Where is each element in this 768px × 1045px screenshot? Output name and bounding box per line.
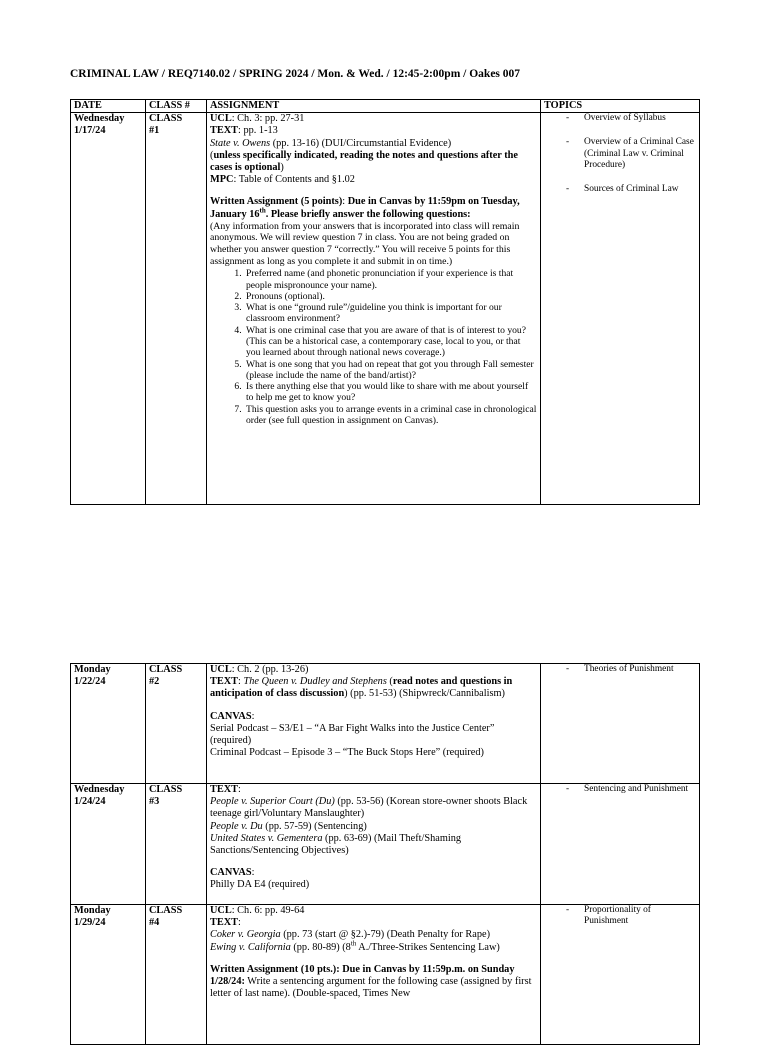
text-line bbox=[210, 784, 537, 796]
class-word: CLASS bbox=[149, 664, 183, 675]
canvas-heading bbox=[210, 711, 537, 723]
date-cell bbox=[71, 664, 146, 784]
topic-item: - Overview of a Criminal Case (Criminal Law v. Criminal Procedure) bbox=[544, 137, 696, 171]
text-colon: : bbox=[238, 784, 241, 795]
paren-open: ( bbox=[386, 676, 393, 688]
canvas-item: Philly DA E4 (required) bbox=[210, 879, 310, 891]
date-label: 1/29/24 bbox=[74, 917, 106, 929]
topics-cell bbox=[541, 113, 700, 505]
class-number: #4 bbox=[149, 917, 160, 929]
case-note-bold: read notes and questions in anticipation of class discussion bbox=[210, 676, 513, 700]
canvas-label: CANVAS bbox=[210, 867, 252, 879]
wa-text: Write a sentencing argument for the following case (assigned by first letter of last name). (Double-spaced, Times New bbox=[210, 976, 532, 1000]
table-row bbox=[71, 784, 700, 905]
topic-item: - Theories of Punishment bbox=[544, 664, 696, 675]
question-item: 2. Pronouns (optional). bbox=[244, 291, 537, 302]
header-row bbox=[71, 100, 700, 113]
case-name: State v. Owens bbox=[210, 137, 271, 149]
ucl-line bbox=[210, 113, 537, 125]
case-line bbox=[210, 821, 537, 833]
day-label: Wednesday bbox=[74, 784, 125, 795]
date-label: 1/17/24 bbox=[74, 125, 106, 137]
topic-list bbox=[544, 784, 696, 795]
case-name: Coker v. Georgia bbox=[210, 929, 281, 941]
case-detail: (pp. 63-69) (Mail Theft/Shaming Sanctions/Sentencing Objectives) bbox=[210, 832, 461, 857]
case-name: People v. Du bbox=[210, 820, 263, 832]
question-item: 7. This question asks you to arrange events in a criminal case in chronological order (see full question in assignment on Canvas). bbox=[244, 404, 537, 427]
wa-colon: : bbox=[342, 196, 348, 208]
reading-note bbox=[210, 150, 537, 174]
day-label: Wednesday bbox=[74, 113, 125, 125]
class-word: CLASS bbox=[149, 113, 183, 125]
case-detail-a: (pp. 80-89) (8 bbox=[290, 941, 351, 953]
text-text: : pp. 1-13 bbox=[238, 125, 278, 137]
case-name: The Queen v. Dudley and Stephens bbox=[243, 676, 387, 688]
mpc-text: : Table of Contents and §1.02 bbox=[233, 174, 355, 186]
day-label: Monday bbox=[74, 905, 111, 916]
ucl-label: UCL bbox=[210, 113, 232, 125]
text-label: TEXT bbox=[210, 125, 239, 137]
header-class: CLASS # bbox=[146, 100, 207, 113]
canvas-heading bbox=[210, 867, 537, 879]
reading-note-bold: unless specifically indicated, reading the notes and questions after the cases is optional bbox=[210, 149, 518, 174]
question-item: 6. Is there anything else that you would like to share with me about yourself to help me get to know you? bbox=[244, 381, 537, 404]
text-line bbox=[210, 917, 537, 929]
case-line bbox=[210, 138, 537, 150]
class-word: CLASS bbox=[149, 784, 183, 795]
wa-due-sup: th bbox=[259, 206, 266, 215]
question-item: 5. What is one song that you had on repeat that got you through Fall semester (please include the name of the band/artist)? bbox=[244, 359, 537, 382]
class-number: #2 bbox=[149, 676, 160, 688]
topic-item: - Overview of Syllabus bbox=[544, 113, 696, 124]
text-label: TEXT bbox=[210, 676, 239, 688]
topic-list bbox=[544, 905, 696, 927]
paren-open: ( bbox=[210, 149, 214, 161]
paren-close: ) bbox=[280, 162, 284, 174]
ucl-text: : Ch. 2 (pp. 13-26) bbox=[231, 664, 309, 675]
canvas-item: Criminal Podcast – Episode 3 – “The Buck Stops Here” (required) bbox=[210, 747, 484, 759]
topic-item: - Proportionality of Punishment bbox=[544, 905, 696, 927]
header-topics: TOPICS bbox=[541, 100, 700, 113]
table-row bbox=[71, 664, 700, 784]
text-line bbox=[210, 676, 537, 700]
day-label: Monday bbox=[74, 664, 111, 675]
ucl-text: : Ch. 3: pp. 27-31 bbox=[231, 113, 305, 125]
class-cell bbox=[146, 113, 207, 505]
canvas-label: CANVAS bbox=[210, 710, 252, 722]
written-assignment-heading bbox=[210, 196, 537, 220]
ucl-line bbox=[210, 905, 537, 917]
case-line bbox=[210, 929, 537, 941]
wa-label: Written Assignment (5 points) bbox=[210, 196, 343, 208]
case-line bbox=[210, 833, 537, 857]
ucl-label: UCL bbox=[210, 664, 232, 675]
class-number: #3 bbox=[149, 796, 160, 808]
schedule-table-2 bbox=[70, 663, 700, 1045]
case-name: Ewing v. California bbox=[210, 941, 291, 953]
case-detail: (pp. 57-59) (Sentencing) bbox=[262, 820, 367, 832]
page-title: CRIMINAL LAW / REQ7140.02 / SPRING 2024 / Mon. & Wed. / 12:45-2:00pm / Oakes 007 bbox=[70, 68, 521, 80]
assignment-cell bbox=[207, 113, 541, 505]
ucl-label: UCL bbox=[210, 905, 232, 916]
date-cell bbox=[71, 784, 146, 905]
ucl-line bbox=[210, 664, 537, 676]
canvas-item: Serial Podcast – S3/E1 – “A Bar Fight Walks into the Justice Center” (required) bbox=[210, 722, 495, 747]
case-detail-b: A./Three-Strikes Sentencing Law) bbox=[356, 941, 500, 953]
header-assignment: ASSIGNMENT bbox=[207, 100, 541, 113]
question-item: 4. What is one criminal case that you are aware of that is of interest to you? (This can be a historical case, a contemporary case, local to you, or that you learned about through national news coverage.) bbox=[244, 325, 537, 359]
mpc-line bbox=[210, 174, 537, 186]
topic-list bbox=[544, 113, 696, 195]
wa-due-a: Due in Canvas by 11:59pm on Tuesday, January 16 bbox=[210, 196, 520, 220]
case-line bbox=[210, 796, 537, 820]
ucl-text: : Ch. 6: pp. 49-64 bbox=[231, 905, 305, 916]
wa-paragraph: (Any information from your answers that is incorporated into class will remain anonymous. We will review question 7 in class. You are not being graded on whether you answer question 7 “correctly.” You will receive 5 points for this assignment as long as you complete it and submit in on time.) bbox=[210, 220, 520, 267]
assignment-cell bbox=[207, 784, 541, 905]
mpc-label: MPC bbox=[210, 174, 234, 186]
date-label: 1/22/24 bbox=[74, 676, 106, 688]
topic-list bbox=[544, 664, 696, 675]
case-name: People v. Superior Court (Du) bbox=[210, 796, 335, 808]
schedule-table-1 bbox=[70, 99, 700, 505]
case-detail: (pp. 53-56) (Korean store-owner shoots Black teenage girl/Voluntary Manslaughter) bbox=[210, 796, 528, 820]
wa-due-b: . Please briefly answer the following questions: bbox=[265, 208, 471, 220]
text-colon: : bbox=[238, 917, 241, 929]
case-detail: (pp. 73 (start @ §2.)-79) (Death Penalty for Rape) bbox=[280, 929, 490, 941]
topic-item: - Sources of Criminal Law bbox=[544, 184, 696, 195]
canvas-colon: : bbox=[251, 710, 255, 722]
class-cell bbox=[146, 784, 207, 905]
class-cell bbox=[146, 664, 207, 784]
written-assignment bbox=[210, 964, 537, 1001]
case-name: United States v. Gementera bbox=[210, 832, 323, 844]
header-date: DATE bbox=[71, 100, 146, 113]
wa-heading: Written Assignment (10 pts.): Due in Canvas by 11:59p.m. on Sunday 1/28/24: bbox=[210, 963, 515, 988]
text-line bbox=[210, 125, 537, 137]
question-item: 3. What is one “ground rule”/guideline you think is important for our classroom environment? bbox=[244, 302, 537, 325]
table-row bbox=[71, 113, 700, 505]
assignment-cell bbox=[207, 664, 541, 784]
date-label: 1/24/24 bbox=[74, 796, 106, 808]
text-colon: : bbox=[238, 676, 244, 688]
text-label: TEXT bbox=[210, 784, 239, 795]
canvas-colon: : bbox=[251, 867, 255, 879]
text-label: TEXT bbox=[210, 917, 239, 929]
topics-cell bbox=[541, 664, 700, 784]
date-cell bbox=[71, 113, 146, 505]
class-number: #1 bbox=[149, 125, 160, 137]
case-detail: (pp. 13-16) (DUI/Circumstantial Evidence) bbox=[270, 137, 452, 149]
topic-item: - Sentencing and Punishment bbox=[544, 784, 696, 795]
topics-cell bbox=[541, 784, 700, 905]
case-detail-sup: th bbox=[350, 939, 357, 948]
question-list bbox=[210, 268, 537, 426]
case-line bbox=[210, 939, 537, 954]
question-item: 1. Preferred name (and phonetic pronunciation if your experience is that people mispronounce your name). bbox=[244, 268, 537, 291]
class-word: CLASS bbox=[149, 905, 183, 916]
case-detail: ) (pp. 51-53) (Shipwreck/Cannibalism) bbox=[344, 688, 505, 700]
